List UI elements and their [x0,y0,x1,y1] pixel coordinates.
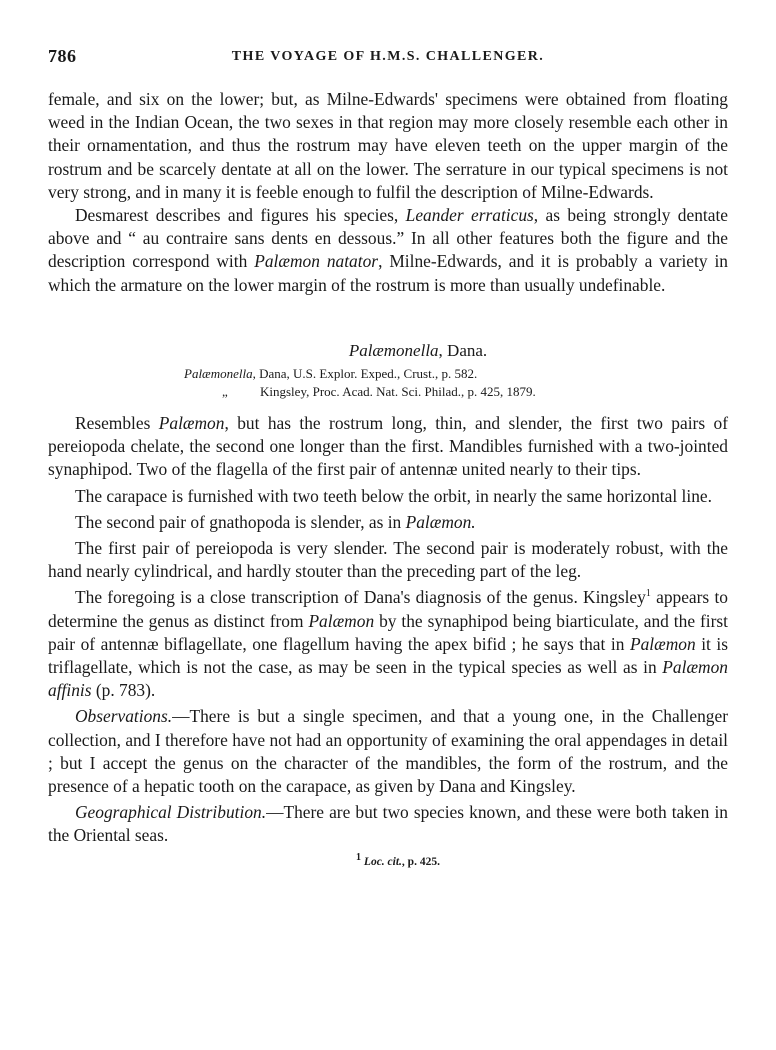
reference-text: , Dana, U.S. Explor. Exped., Crust., p. 582. [252,366,478,382]
text-run: —There are but two species known, and these were both taken in the Oriental seas. [48,802,728,846]
paragraph-carapace: The carapace is furnished with two teeth below the orbit, in nearly the same horizontal line. [75,485,712,506]
genus-name: Palæmonella [184,366,253,382]
text-run: , but has the rostrum long, thin, and slender, the first two pairs of pereiopoda chelate, the second one longer than the first. Mandibles furnished with a two-jointed synaphipod. Two of the flagella of the first pair of antennæ united nearly to their tips. [48,413,728,480]
ditto-mark: „ [222,384,228,400]
footnote-page: , p. 425. [401,855,440,868]
page-header [48,46,728,70]
text-run: Resembles [75,413,159,434]
paragraph-continuation: female, and six on the lower; but, as Milne-Edwards' specimens were obtained from floating weed in the Indian Ocean, the two sexes in that region may more closely resemble each other in their ornamentation, and thus the rostrum may have eleven teeth on the upper margin of the rostrum and be scarcely dentate at all on the lower. The serrature in our typical specimens is not very strong, and in many it is feeble enough to fulfil the description of Milne-Edwards. [48,89,728,202]
genus-author: , Dana. [438,340,488,360]
section-gap [48,297,728,339]
genus-name: Palæmonella [348,340,439,360]
paragraph-observations [48,705,728,798]
species-name: Palæmon affinis [48,657,728,701]
page-number: 786 [48,46,77,66]
paragraph-distribution [48,801,728,847]
running-title: THE VOYAGE OF H.M.S. CHALLENGER. [231,49,545,64]
text-body [48,88,728,874]
footnote [48,851,728,874]
genus-heading [108,339,728,362]
text-run: —There is but a single specimen, and that a young one, in the Challenger collection, and I therefore have not had an opportunity of examining the oral appendages in detail ; but I accept the genus on the character of the mandibles, the form of the rostrum, and the presence of a hepatic tooth on the carapace, as given by Dana and Kingsley. [48,706,728,797]
text-run: The second pair of gnathopoda is slender, as in [75,511,406,532]
text-run: , as being strongly dentate above and “ au contraire sans dents en dessous.” In all other features both the figure and the description correspond with [48,205,728,272]
species-name: Palæmon. [405,511,476,532]
text-run: , Milne-Edwards, and it is probably a variety in which the armature on the lower margin of the rostrum is more than usually undefinable. [48,251,729,295]
text-run: (p. 783). [91,680,156,701]
synonymy-reference [48,365,728,383]
section-label: Observations. [75,706,173,727]
text-run: The foregoing is a close transcription of Dana's diagnosis of the genus. Kingsley [75,587,646,608]
synonymy-reference [48,383,728,401]
paragraph-pereiopoda: The first pair of pereiopoda is very slender. The second pair is moderately robust, with the hand nearly cylindrical, and hardly stouter than the preceding part of the leg. [48,538,728,582]
text-run: by the synaphipod being biarticulate, and the first pair of antennæ biflagellate, one flagellum having the apex bifid ; he says that in [48,610,728,654]
footnote-marker[interactable]: 1 [645,588,651,600]
paragraph-diagnosis [48,412,728,482]
footnote-citation: Loc. cit. [363,855,402,868]
text-run: appears to determine the genus as distinct from [48,587,728,631]
paragraph-gnathopoda [48,511,728,534]
reference-text: Kingsley, Proc. Acad. Nat. Sci. Philad., p. 425, 1879. [260,384,536,400]
paragraph-desmarest [48,204,728,297]
species-name: Palæmon [158,413,225,434]
footnote-number: 1 [356,851,362,863]
section-label: Geographical Distribution. [75,802,267,823]
text-run: Desmarest describes and figures his species, [75,205,406,226]
paragraph-kingsley [48,586,728,702]
species-name: Palæmon [308,610,375,631]
species-name: Palæmon [629,633,696,654]
species-name: Palæmon natator [254,251,379,272]
species-name: Leander erraticus [405,205,534,226]
text-run: it is triflagellate, which is not the case, as may be seen in the typical species as well as in [48,633,728,678]
